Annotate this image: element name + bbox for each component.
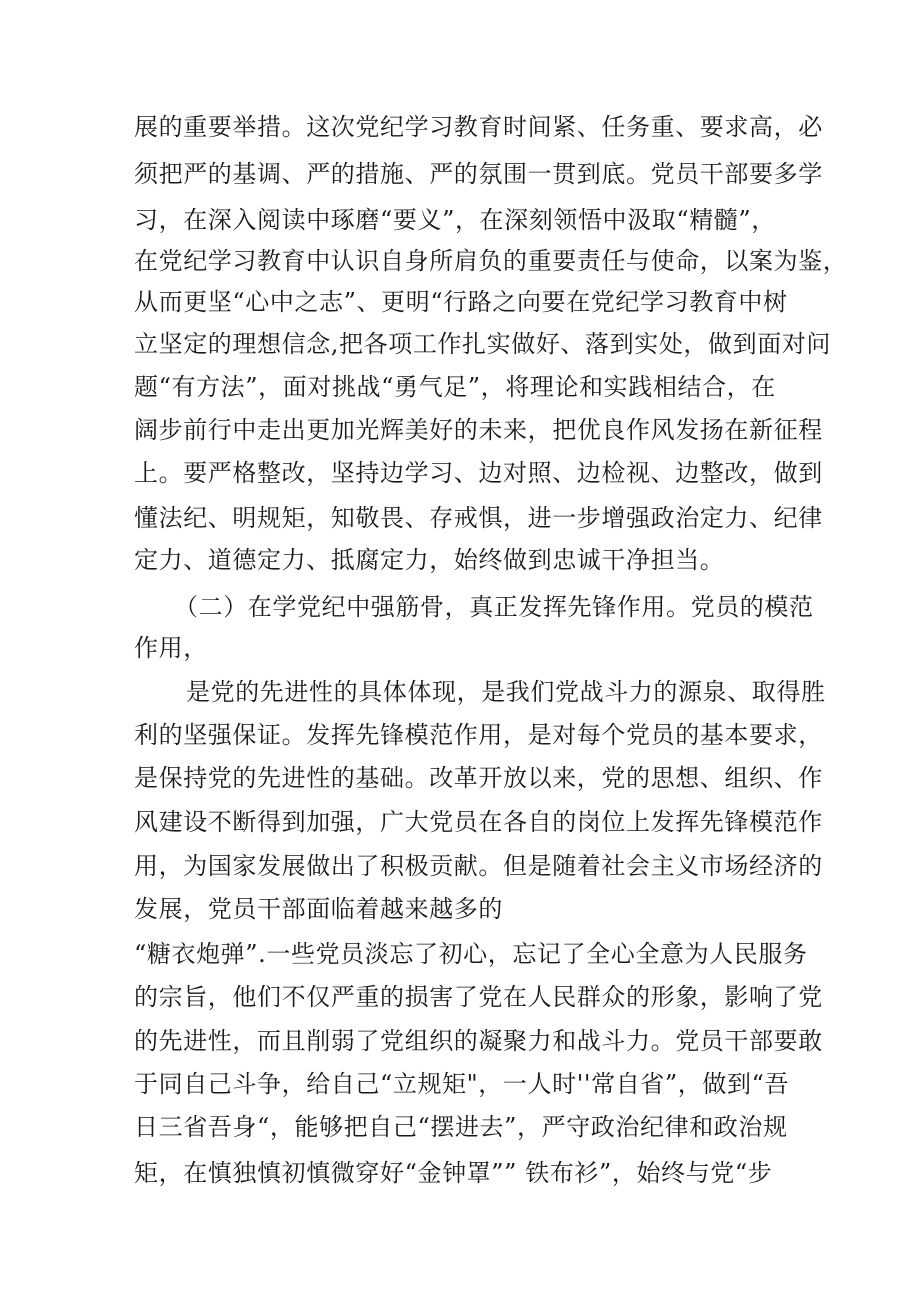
text-line: 用，为国家发展做出了积极贡献。但是随着社会主义市场经济的 [134,852,823,880]
text-line: 的先进性，而且削弱了党组织的凝聚力和战斗力。党员干部要敢 [134,1027,823,1055]
text-line: 是保持党的先进性的基础。改革开放以来，党的思想、组织、作 [134,764,823,792]
text-line: 懂法纪、明规矩，知敬畏、存戒惧，进一步增强政治定力、纪律 [134,504,823,532]
text-line: 阔步前行中走出更加光辉美好的未来，把优良作风发扬在新征程 [134,416,823,444]
text-line: 立坚定的理想信念,把各项工作扎实做好、落到实处，做到面对问 [134,330,832,358]
text-line: 日三省吾身“，能够把自己“摆进去”，严守政治纪律和政治规 [134,1113,788,1141]
text-line: 题“有方法”，面对挑战“勇气足”，将理论和实践相结合，在 [134,373,776,401]
paragraph-start: 是党的先进性的具体体现，是我们党战斗力的源泉、取得胜 [186,678,826,706]
text-line: 定力、道德定力、抵腐定力，始终做到忠诚干净担当。 [134,546,725,574]
text-line: 须把严的基调、严的措施、严的氛围一贯到底。党员干部要多学 [134,160,823,188]
text-line: 风建设不断得到加强，广大党员在各自的岗位上发挥先锋模范作 [134,808,823,836]
text-line: 从而更坚“心中之志”、更明“行路之向要在党纪学习教育中树 [134,288,788,316]
text-line: 矩，在慎独慎初慎微穿好“金钟罩”” 铁布衫”，始终与党“步 [134,1159,773,1187]
text-line: 上。要严格整改，坚持边学习、边对照、边检视、边整改，做到 [134,459,823,487]
text-line: 利的坚强保证。发挥先锋模范作用，是对每个党员的基本要求， [134,721,823,749]
section-heading: （二）在学党纪中强筋骨，真正发挥先锋作用。党员的模范 [174,593,814,621]
text-line: 作用， [134,634,208,662]
text-line: 的宗旨，他们不仅严重的损害了党在人民群众的形象，影响了党 [134,983,823,1011]
text-line: 习，在深入阅读中琢磨“要义”，在深刻领悟中汲取“精髓”， [134,206,776,234]
text-line: “糖衣炮弹”.一些党员淡忘了初心，忘记了全心全意为人民服务 [134,940,808,968]
text-line: 于同自己斗争，给自己“立规矩"，一人时''常自省”，做到“吾 [134,1070,790,1098]
text-line: 发展，党员干部面临着越来越多的 [134,895,503,923]
text-line: 在党纪学习教育中认识自身所肩负的重要责任与使命，以案为鉴， [134,247,848,275]
text-line: 展的重要举措。这次党纪学习教育时间紧、任务重、要求高，必 [134,113,823,141]
